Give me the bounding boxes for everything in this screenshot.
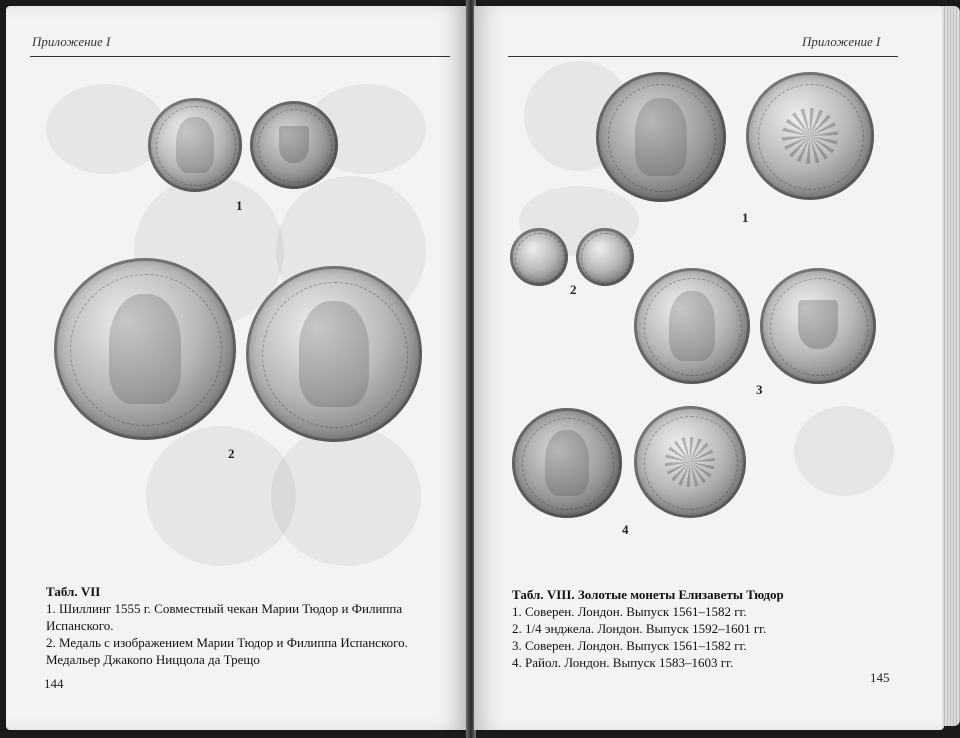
page-number: 145 xyxy=(870,670,890,685)
page-edges xyxy=(942,6,960,726)
running-head: Приложение I xyxy=(802,34,881,49)
bleed-through-shadow xyxy=(794,406,894,496)
ryal-reverse xyxy=(634,406,746,518)
running-head: Приложение I xyxy=(32,34,111,49)
quarter-angel-reverse xyxy=(576,228,634,286)
caption-line: Испанского. xyxy=(46,618,114,633)
medal-philip-obverse xyxy=(54,258,236,440)
header-rule xyxy=(508,56,898,57)
sovereign-reverse xyxy=(746,72,874,200)
caption-line: 3. Соверен. Лондон. Выпуск 1561–1582 гг. xyxy=(512,638,747,653)
table-caption xyxy=(46,583,456,668)
caption-line: 2. 1/4 энджела. Лондон. Выпуск 1592–1601 гг. xyxy=(512,621,767,636)
ryal-obverse xyxy=(512,408,622,518)
caption-line: Медальер Джакопо Ниццола да Трещо xyxy=(46,652,260,667)
caption-line: 1. Шиллинг 1555 г. Совместный чекан Марии Тюдор и Филиппа xyxy=(46,601,403,616)
sovereign-2-reverse xyxy=(760,268,876,384)
coin-shilling-reverse xyxy=(250,101,338,189)
caption-line: 1. Соверен. Лондон. Выпуск 1561–1582 гг. xyxy=(512,604,747,619)
left-page xyxy=(6,6,468,730)
table-caption xyxy=(512,586,932,671)
caption-title: Табл. VII xyxy=(46,584,101,599)
medal-mary-obverse xyxy=(246,266,422,442)
figure-number-1: 1 xyxy=(742,210,749,225)
right-page xyxy=(474,6,944,730)
bleed-through-shadow xyxy=(271,426,421,566)
page-number: 144 xyxy=(44,676,64,691)
sovereign-obverse xyxy=(596,72,726,202)
figure-number-4: 4 xyxy=(622,522,629,537)
sovereign-2-obverse xyxy=(634,268,750,384)
coin-shilling-obverse xyxy=(148,98,242,192)
figure-number-3: 3 xyxy=(756,382,763,397)
header-rule xyxy=(30,56,450,57)
figure-number-2: 2 xyxy=(228,446,235,461)
caption-title: Табл. VIII. Золотые монеты Елизаветы Тюдор xyxy=(512,587,784,602)
quarter-angel-obverse xyxy=(510,228,568,286)
caption-line: 2. Медаль с изображением Марии Тюдор и Филиппа Испанского. xyxy=(46,635,408,650)
caption-line: 4. Райол. Лондон. Выпуск 1583–1603 гг. xyxy=(512,655,734,670)
bleed-through-shadow xyxy=(46,84,166,174)
figure-number-1: 1 xyxy=(236,198,243,213)
figure-number-2: 2 xyxy=(570,282,577,297)
